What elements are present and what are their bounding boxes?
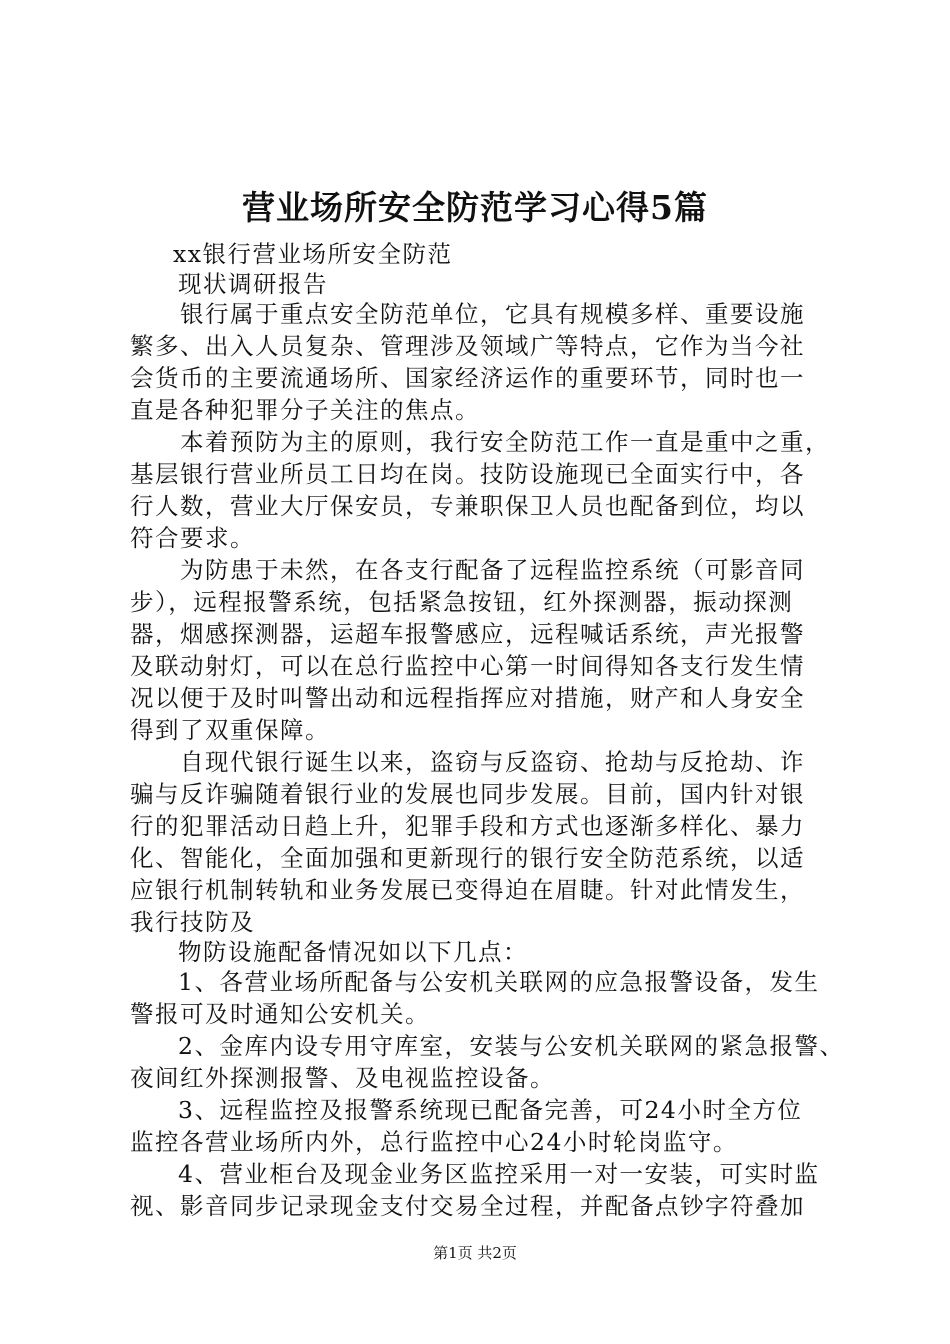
body-line: 直是各种犯罪分子关注的焦点。 xyxy=(130,396,480,424)
body-line: 物防设施配备情况如以下几点： xyxy=(178,938,528,966)
body-line: 为防患于未然，在各支行配备了远程监控系统（可影音同 xyxy=(180,556,805,584)
body-line: 2、金库内设专用守库室，安装与公安机关联网的紧急报警、 xyxy=(178,1032,845,1060)
body-line: 夜间红外探测报警、及电视监控设备。 xyxy=(130,1064,555,1092)
body-line: 1、各营业场所配备与公安机关联网的应急报警设备，发生 xyxy=(178,968,820,996)
body-line: 现状调研报告 xyxy=(178,270,328,298)
body-line: 得到了双重保障。 xyxy=(130,716,330,744)
body-line: 况以便于及时叫警出动和远程指挥应对措施，财产和人身安全 xyxy=(130,684,805,712)
body-line: 基层银行营业所员工日均在岗。技防设施现已全面实行中，各 xyxy=(130,460,805,488)
body-line: 视、影音同步记录现金支付交易全过程，并配备点钞字符叠加 xyxy=(130,1192,805,1220)
body-line: 步），远程报警系统，包括紧急按钮，红外探测器，振动探测 xyxy=(130,588,794,616)
body-line: 骗与反诈骗随着银行业的发展也同步发展。目前，国内针对银 xyxy=(130,780,805,808)
page-number-footer: 第1页 共2页 xyxy=(433,1244,517,1262)
document-title: 营业场所安全防范学习心得5篇 xyxy=(242,188,708,227)
body-line: 3、远程监控及报警系统现已配备完善，可24小时全方位 xyxy=(178,1096,803,1124)
body-line: 行人数，营业大厅保安员，专兼职保卫人员也配备到位，均以 xyxy=(130,492,805,520)
body-line: 及联动射灯，可以在总行监控中心第一时间得知各支行发生情 xyxy=(130,652,805,680)
body-line: 警报可及时通知公安机关。 xyxy=(130,1000,430,1028)
body-line: 行的犯罪活动日趋上升，犯罪手段和方式也逐渐多样化、暴力 xyxy=(130,812,805,840)
body-line: 化、智能化，全面加强和更新现行的银行安全防范系统，以适 xyxy=(130,844,805,872)
body-line: 会货币的主要流通场所、国家经济运作的重要环节，同时也一 xyxy=(130,364,805,392)
body-line: 应银行机制转轨和业务发展已变得迫在眉睫。针对此情发生， xyxy=(130,876,805,904)
body-line: 银行属于重点安全防范单位，它具有规模多样、重要设施 xyxy=(180,300,805,328)
body-line: 符合要求。 xyxy=(130,524,255,552)
body-line: 器，烟感探测器，运超车报警感应，远程喊话系统，声光报警 xyxy=(130,620,805,648)
body-line: 4、营业柜台及现金业务区监控采用一对一安装，可实时监 xyxy=(178,1160,820,1188)
body-line: 我行技防及 xyxy=(130,908,255,936)
body-line: 自现代银行诞生以来，盗窃与反盗窃、抢劫与反抢劫、诈 xyxy=(180,748,805,776)
body-line: 监控各营业场所内外，总行监控中心24小时轮岗监守。 xyxy=(130,1128,738,1156)
body-line: xx银行营业场所安全防范 xyxy=(173,240,453,268)
body-line: 本着预防为主的原则，我行安全防范工作一直是重中之重， xyxy=(180,428,830,456)
body-line: 繁多、出入人员复杂、管理涉及领域广等特点，它作为当今社 xyxy=(130,332,805,360)
